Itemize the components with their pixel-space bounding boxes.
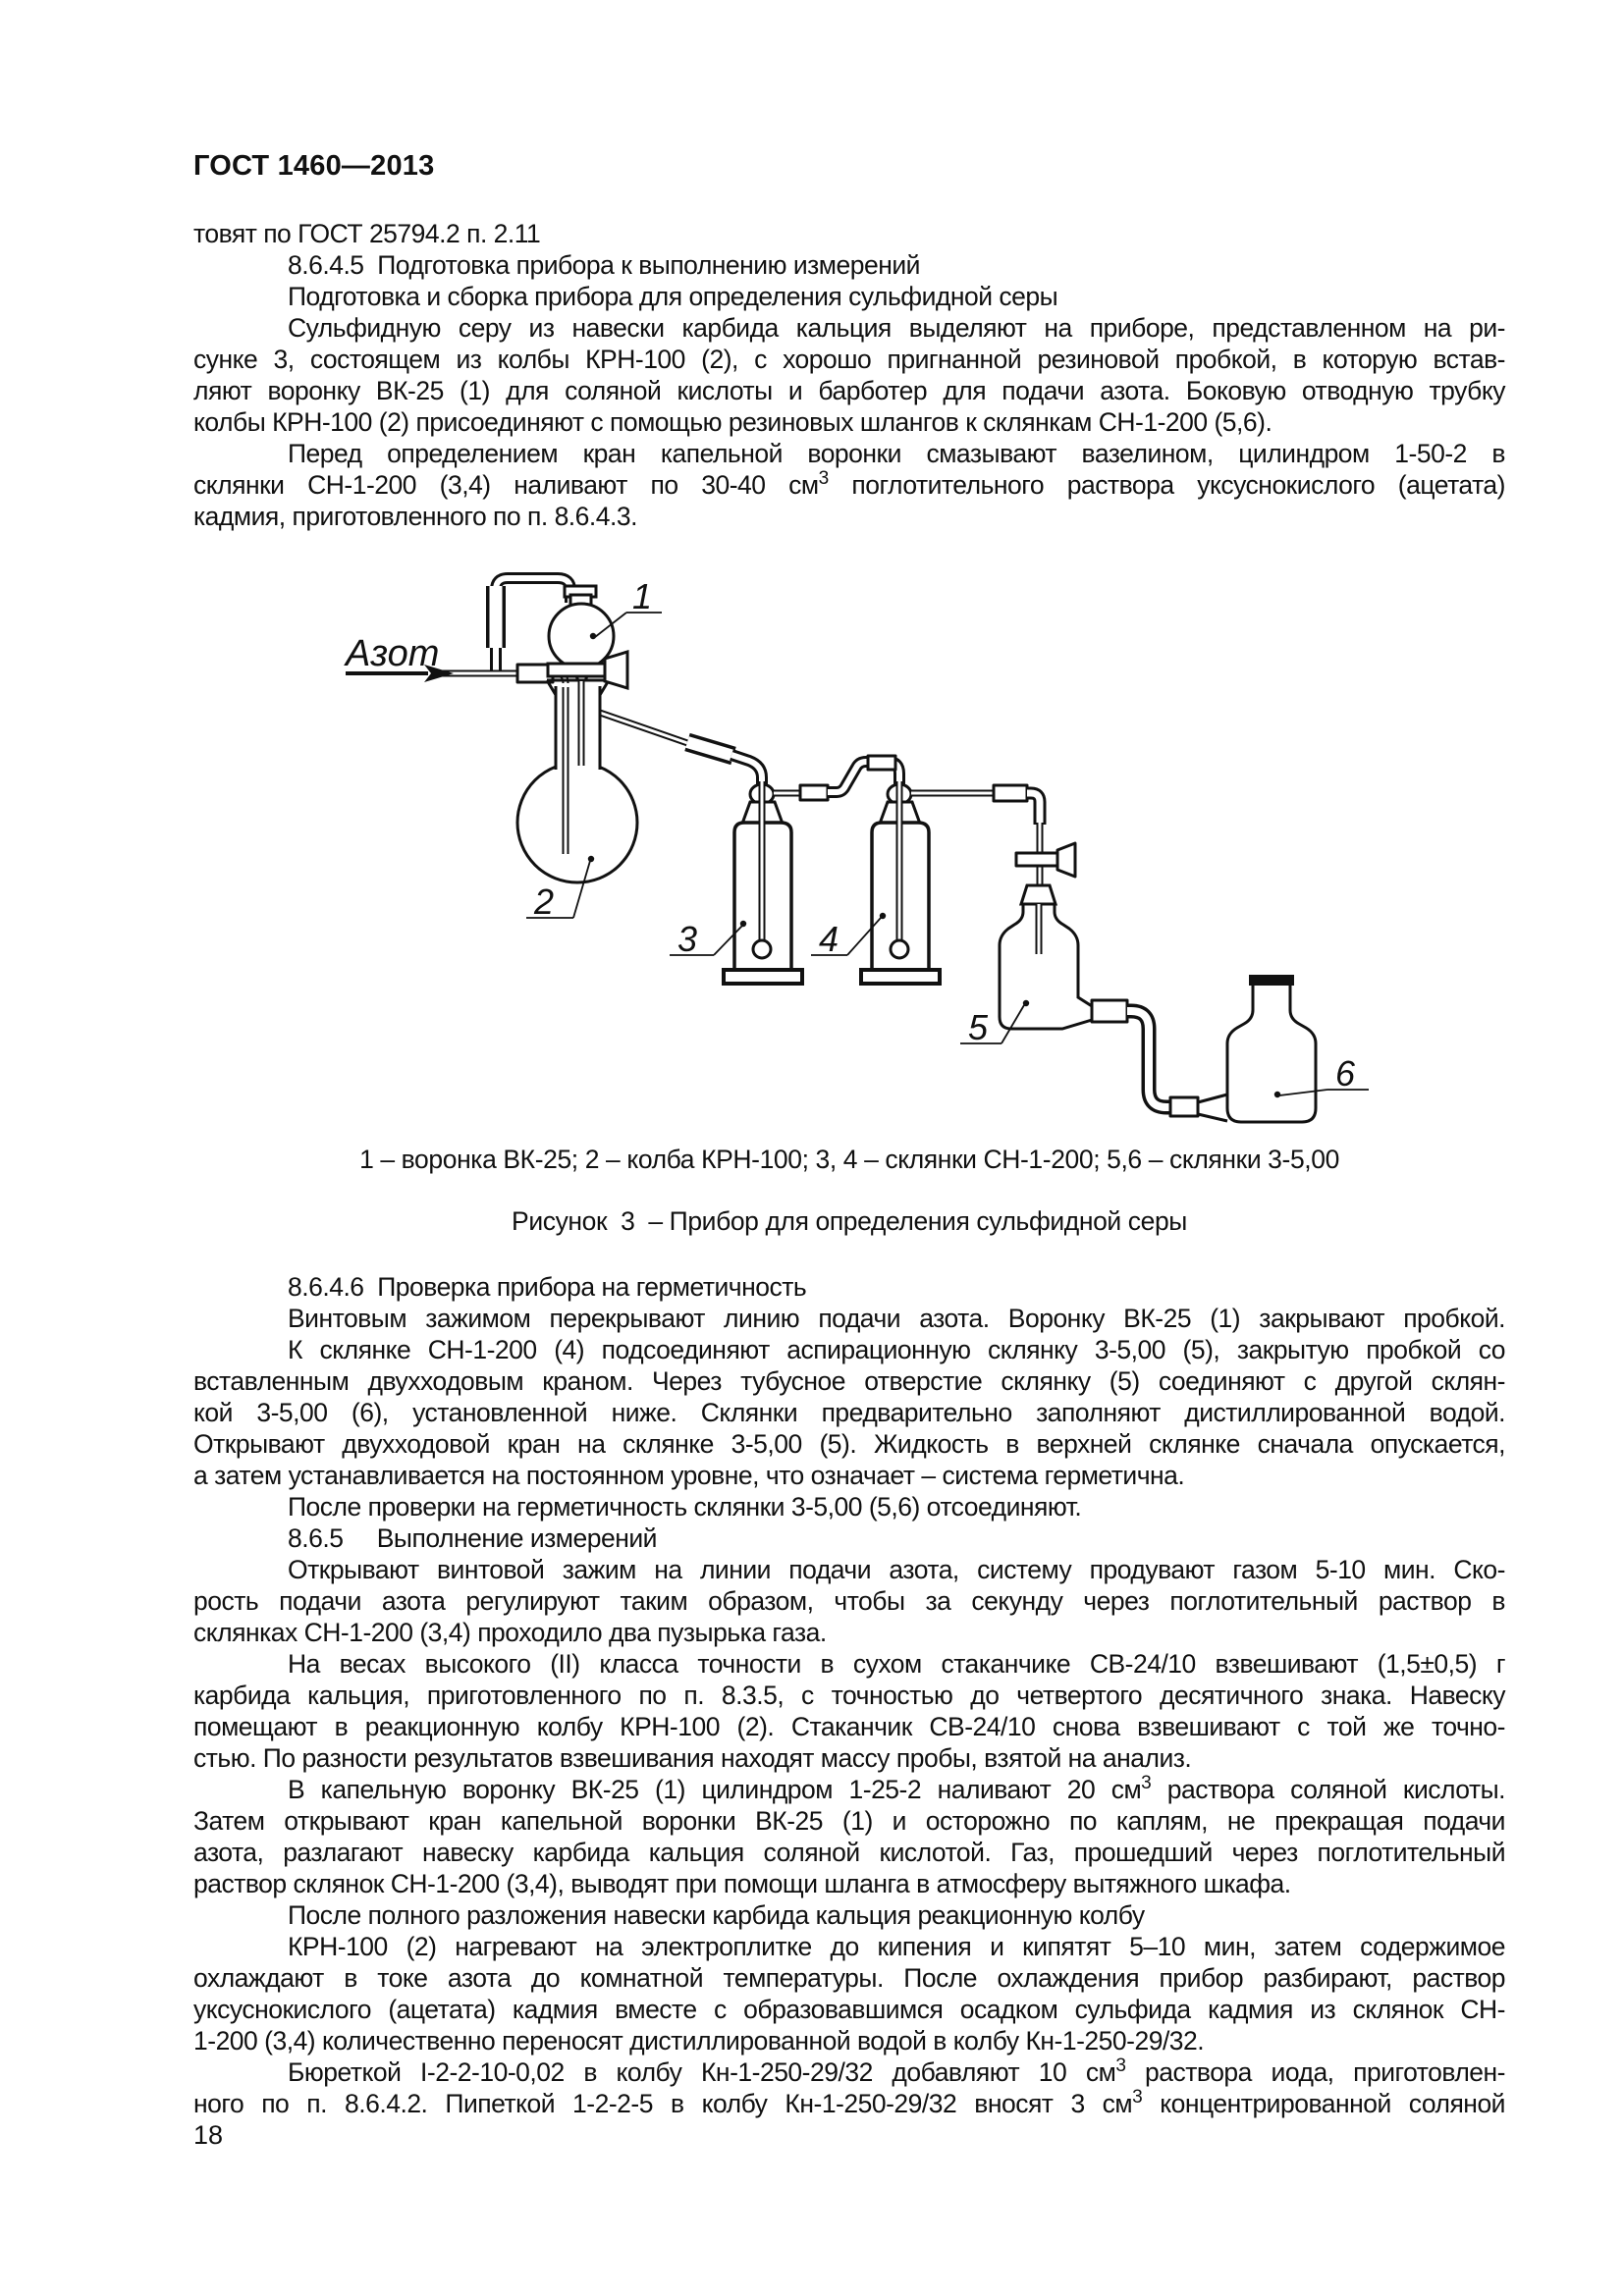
body-text-upper: [193, 218, 1505, 532]
text-line: Затем открывают кран капельной воронки ВК-25 (1) и осторожно по каплям, не прекращая подачи: [193, 1806, 1505, 1836]
document-header: ГОСТ 1460—2013: [193, 150, 435, 182]
stopcock-handle: [1057, 843, 1075, 877]
text-line: 8.6.5 Выполнение измерений: [288, 1523, 657, 1553]
text-line: вставленным двухходовым краном. Через тубусное отверстие склянку (5) соединяют с другой склян-: [193, 1366, 1505, 1396]
flask-krn100: [517, 680, 637, 882]
callout-3: 3: [677, 919, 698, 959]
bottle-base: [861, 970, 940, 984]
text-line: Винтовым зажимом перекрывают линию подачи азота. Воронку ВК-25 (1) закрывают пробкой.: [288, 1304, 1505, 1333]
text-line: 8.6.4.6 Проверка прибора на герметичность: [288, 1272, 807, 1302]
nitrogen-label: Азот: [346, 633, 440, 674]
callout-4: 4: [819, 919, 839, 959]
bottle-3500-6: [1227, 975, 1316, 1122]
text-line: помещают в реакционную колбу КРН-100 (2). Стаканчик СВ-24/10 снова взвешивают с той же точно-: [193, 1712, 1505, 1741]
text-line: охлаждают в токе азота до комнатной температуры. После охлаждения прибор разбирают, раствор: [193, 1963, 1505, 1993]
stopcock-spindle: [548, 664, 605, 676]
text-line: товят по ГОСТ 25794.2 п. 2.11: [193, 219, 541, 248]
text-line: После полного разложения навески карбида кальция реакционную колбу: [288, 1900, 1145, 1930]
bottle-3500-5: [1000, 885, 1092, 1029]
text-line: КРН-100 (2) нагревают на электроплитке до кипения и кипятят 5–10 мин, затем содержимое: [288, 1932, 1505, 1961]
callout-5: 5: [968, 1007, 989, 1047]
text-line: кой 3-5,00 (6), установленной ниже. Склянки предварительно заполняют дистиллированной водой.: [193, 1398, 1505, 1427]
text-line: После проверки на герметичность склянки 3-5,00 (5,6) отсоединяют.: [288, 1492, 1082, 1522]
text-line: 8.6.4.5 Подготовка прибора к выполнению измерений: [288, 250, 920, 280]
hose-coupling: [868, 756, 895, 770]
text-line: ляют воронку ВК-25 (1) для соляной кислоты и барботер для подачи азота. Боковую отводную трубку: [193, 376, 1505, 405]
text-line: стью. По разности результатов взвешивания находят массу пробы, взятой на анализ.: [193, 1743, 1192, 1773]
two-way-stopcock: [1016, 853, 1057, 866]
hose-coupling: [1170, 1097, 1198, 1116]
text-line: раствор склянок СН-1-200 (3,4), выводят при помощи шланга в атмосферу вытяжного шкафа.: [193, 1869, 1291, 1898]
bottle-sn1200-3: [724, 781, 802, 984]
text-line: сунке 3, состоящем из колбы КРН-100 (2), с хорошо пригнанной резиновой пробкой, в которую встав-: [193, 345, 1505, 374]
text-line: 1-200 (3,4) количественно переносят дистиллированной водой в колбу Кн-1-250-29/32.: [193, 2026, 1205, 2056]
text-line: На весах высокого (II) класса точности в сухом стаканчике СВ-24/10 взвешивают (1,5±0,5) г: [288, 1649, 1505, 1679]
bottle-base: [724, 970, 802, 984]
hose-coupling: [1092, 1000, 1127, 1022]
bottle-cap: [1249, 975, 1294, 986]
callout-6: 6: [1335, 1053, 1356, 1094]
callout-1: 1: [632, 576, 653, 616]
text-line: карбида кальция, приготовленного по п. 8.3.5, с точностью до четвертого десятичного знака. Навеску: [193, 1681, 1505, 1710]
text-line: Бюреткой I-2-2-10-0,02 в колбу Кн-1-250-29/32 добавляют 10 $см^3$ раствора иода, приготовлен-: [288, 2056, 1505, 2087]
bottle-sn1200-4: [861, 781, 994, 984]
connector-3-4: [800, 756, 899, 800]
body-text-lower: [193, 1271, 1505, 2119]
text-line: кадмия, приготовленного по п. 8.6.4.3.: [193, 502, 637, 531]
figure-caption: 1 – воронка ВК-25; 2 – колба КРН-100; 3, 4 – склянки СН-1-200; 5,6 – склянки 3-5,00: [359, 1145, 1339, 1174]
text-line: колбы КРН-100 (2) присоединяют с помощью резиновых шлангов к склянкам СН-1-200 (5,6).: [193, 407, 1272, 437]
text-line: К склянке СН-1-200 (4) подсоединяют аспирационную склянку 3-5,00 (5), закрытую пробкой со: [288, 1335, 1505, 1364]
text-line: а затем устанавливается на постоянном уровне, что означает – система герметична.: [193, 1461, 1185, 1490]
text-line: азота, разлагают навеску карбида кальция соляной кислотой. Газ, прошедший через поглотительный: [193, 1838, 1505, 1867]
text-line: Открывают двухходовой кран на склянке 3-5,00 (5). Жидкость в верхней склянке сначала опускается,: [193, 1429, 1505, 1459]
callout-2: 2: [534, 881, 555, 922]
text-line: Сульфидную серу из навески карбида кальция выделяют на приборе, представленном на ри-: [288, 313, 1505, 343]
text-line: Перед определением кран капельной воронки смазывают вазелином, цилиндром 1-50-2 в: [288, 439, 1505, 468]
hose-coupling: [800, 785, 828, 800]
text-line: Подготовка и сборка прибора для определения сульфидной серы: [288, 282, 1058, 311]
hose-coupling: [994, 785, 1027, 801]
text-line: склянках СН-1-200 (3,4) проходило два пузырька газа.: [193, 1618, 827, 1647]
text-line: рость подачи азота регулируют таким образом, чтобы за секунду через поглотительный раствор в: [193, 1586, 1505, 1616]
text-line: ного по п. 8.6.4.2. Пипеткой 1-2-2-5 в колбу Кн-1-250-29/32 вносят 3 $см^3$ концентрированной соляной: [193, 2087, 1505, 2118]
figure-callouts: [526, 576, 1369, 1097]
stopper: [1021, 885, 1056, 904]
text-line: уксуснокислого (ацетата) кадмия вместе с образовавшимся осадком сульфида кадмия из склянок СН-: [193, 1995, 1505, 2024]
nitrogen-arrow: [344, 633, 454, 682]
text-line: В капельную воронку ВК-25 (1) цилиндром 1-25-2 наливают 20 $см^3$ раствора соляной кислоты.: [288, 1773, 1505, 1804]
figure-diagram: [324, 545, 1424, 1144]
figure-title: Рисунок 3 – Прибор для определения сульфидной серы: [512, 1206, 1187, 1236]
text-line: склянки СН-1-200 (3,4) наливают по 30-40 $см^3$ поглотительного раствора уксуснокислого (ацетата): [193, 468, 1505, 500]
page-number: 18: [193, 2120, 224, 2150]
text-line: Открывают винтовой зажим на линии подачи азота, систему продувают газом 5-10 мин. Ско-: [288, 1555, 1505, 1584]
stopcock-handle: [605, 652, 627, 688]
funnel-vk25: [548, 586, 627, 688]
connector-5-6: [1092, 1000, 1227, 1121]
